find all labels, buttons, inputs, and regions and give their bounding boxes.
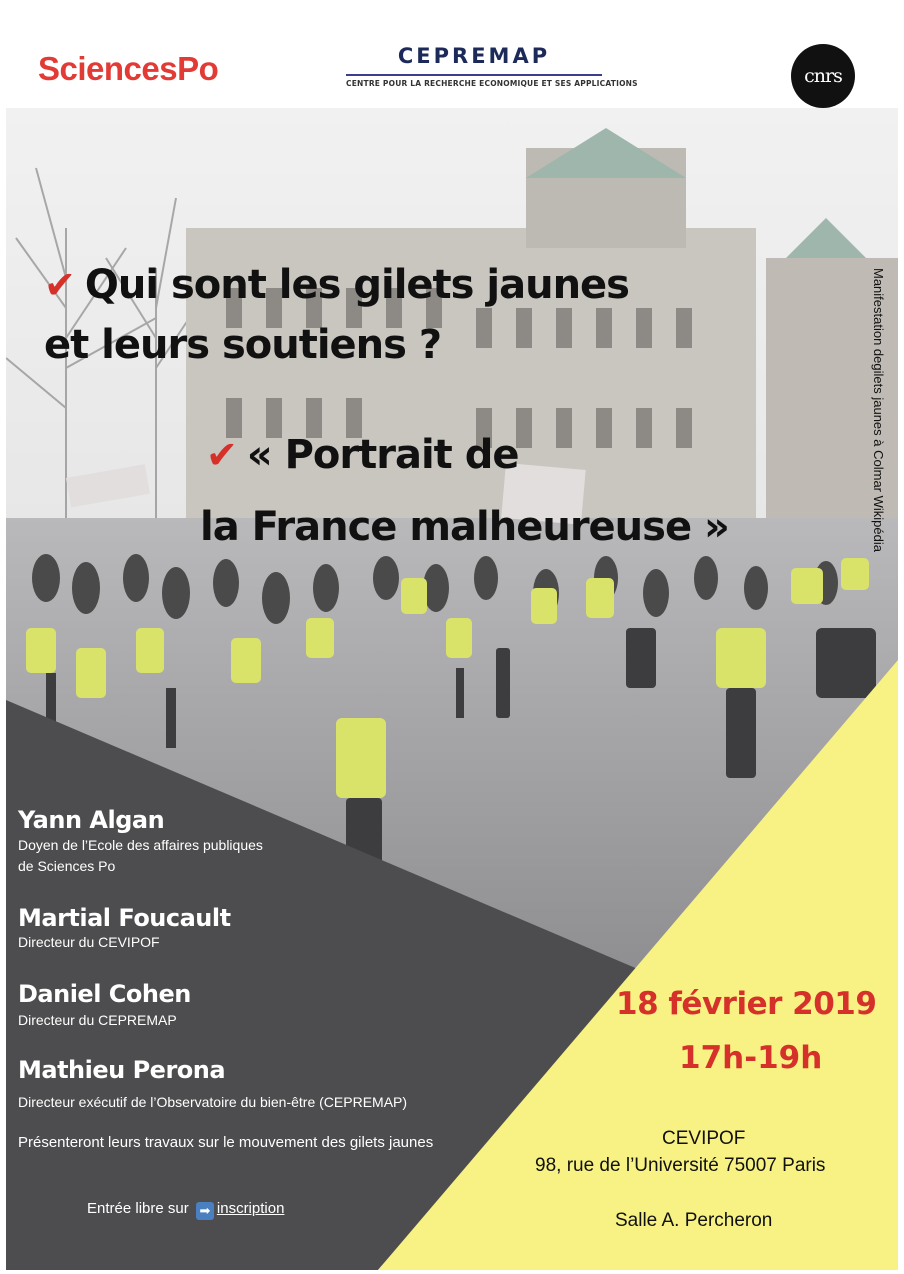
title-line-3 <box>206 432 519 478</box>
event-time: 17h-19h <box>679 1040 823 1076</box>
speaker-role-3: Directeur du CEPREMAP <box>18 1012 177 1028</box>
check-icon: ✔ <box>44 263 75 307</box>
inscription-link[interactable]: inscription <box>216 1200 285 1217</box>
check-icon: ✔ <box>206 433 237 477</box>
cnrs-logo: cnrs <box>791 44 855 108</box>
title-text-3: « Portrait de <box>246 432 519 478</box>
event-venue: CEVIPOF <box>662 1128 746 1149</box>
speaker-role-4: Directeur exécutif de l’Observatoire du bien-être (CEPREMAP) <box>18 1094 408 1110</box>
event-room: Salle A. Percheron <box>615 1210 773 1231</box>
speaker-role-2: Directeur du CEVIPOF <box>18 934 160 950</box>
arrow-right-icon: ➡ <box>196 1202 214 1220</box>
title-line-4: la France malheureuse » <box>200 504 729 550</box>
title-text-1: Qui sont les gilets jaunes <box>84 262 629 308</box>
speaker-name-1: Yann Algan <box>18 806 165 834</box>
entry-text: Entrée libre sur <box>87 1200 189 1217</box>
speaker-name-2: Martial Foucault <box>18 904 231 932</box>
sciencespo-logo: SciencesPo <box>38 50 219 87</box>
cepremap-logo-text: CEPREMAP <box>397 44 551 68</box>
entry-line <box>87 1200 284 1220</box>
photo-credit: Manifestation degilets jaunes à Colmar Wikipédia <box>871 268 886 552</box>
event-address: 98, rue de l’Université 75007 Paris <box>535 1155 826 1176</box>
speaker-role-1b: de Sciences Po <box>18 858 116 874</box>
title-line-1 <box>44 262 629 308</box>
event-date: 18 février 2019 <box>616 986 877 1022</box>
cepremap-logo-subtitle: CENTRE POUR LA RECHERCHE ECONOMIQUE ET SES APPLICATIONS <box>346 79 638 88</box>
title-line-2: et leurs soutiens ? <box>44 322 442 368</box>
speaker-name-4: Mathieu Perona <box>18 1056 226 1084</box>
speaker-name-3: Daniel Cohen <box>18 980 191 1008</box>
speaker-role-1a: Doyen de l’Ecole des affaires publiques <box>18 837 263 853</box>
presentation-text: Présenteront leurs travaux sur le mouvement des gilets jaunes <box>18 1134 434 1151</box>
